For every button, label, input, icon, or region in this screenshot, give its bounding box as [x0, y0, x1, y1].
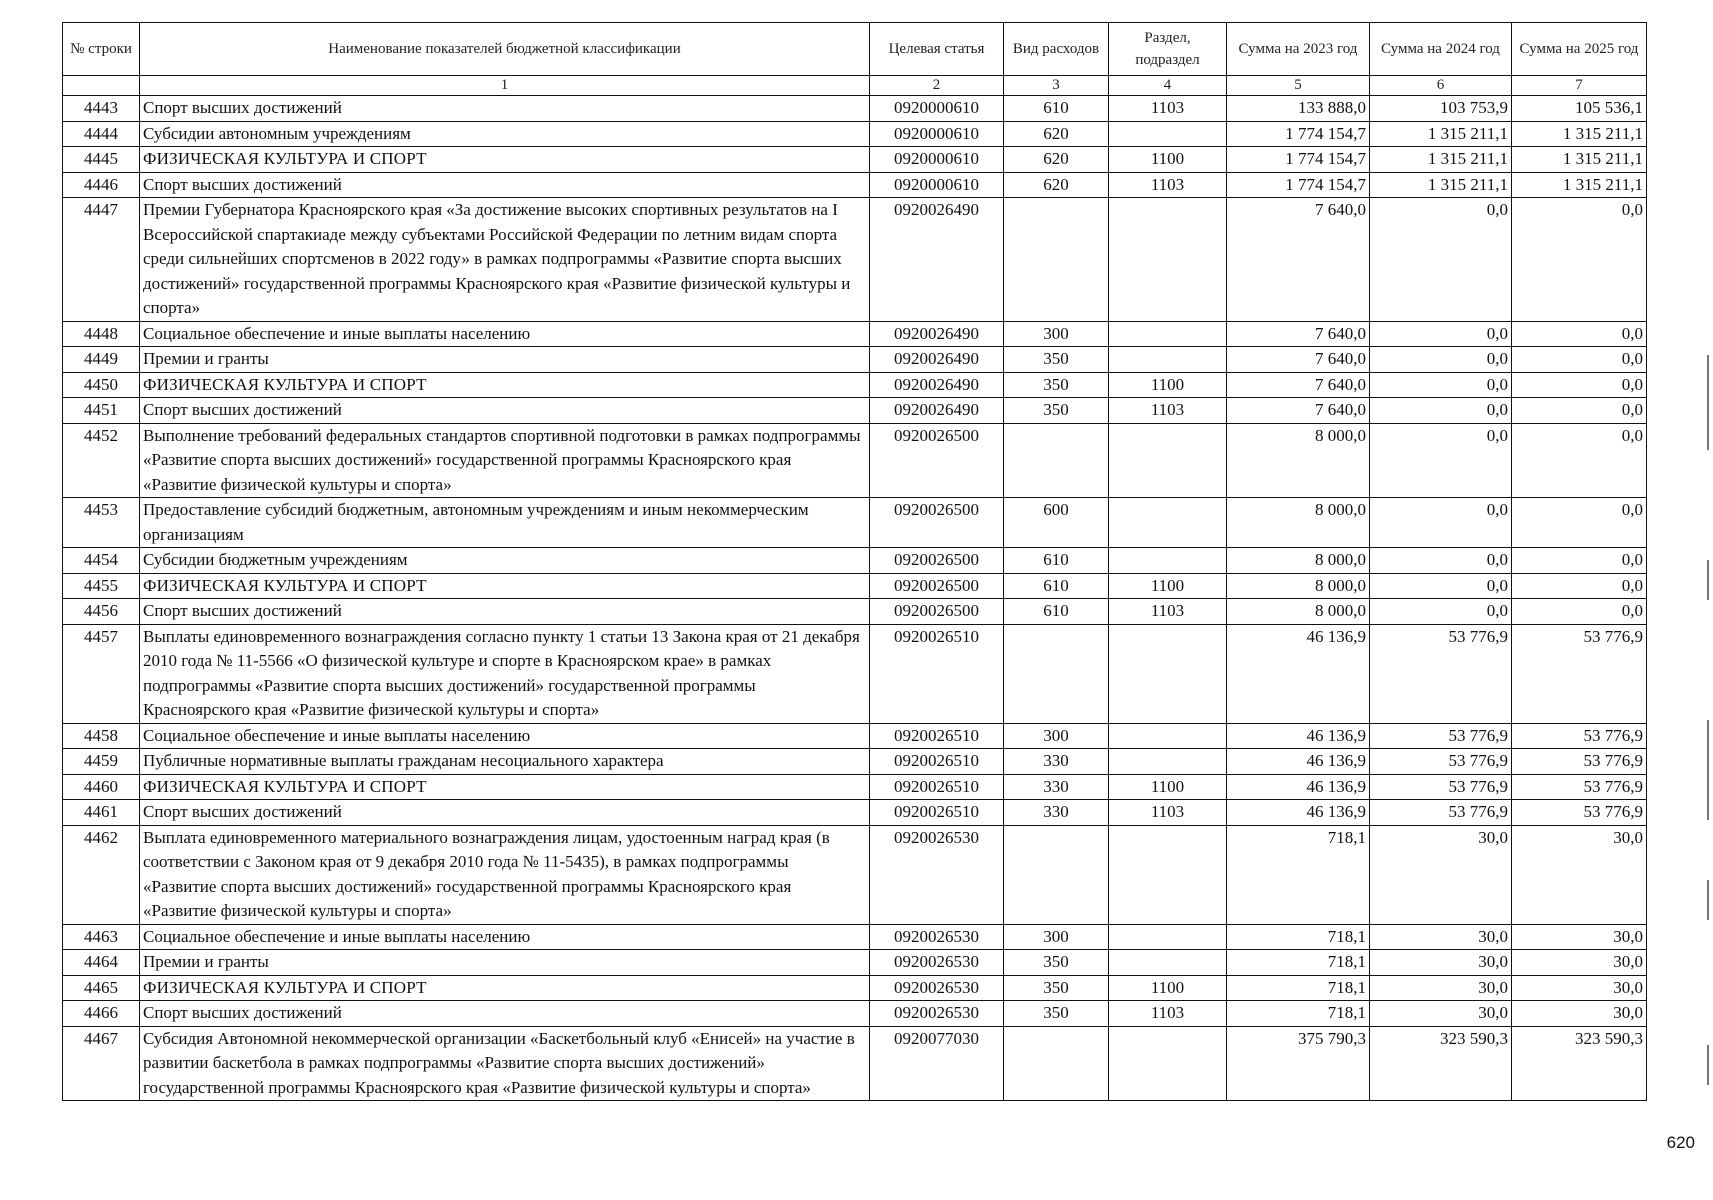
- sum-2024: 0,0: [1370, 398, 1512, 424]
- row-number: 4452: [63, 423, 140, 498]
- col-number: 7: [1512, 76, 1647, 96]
- indicator-name: Субсидия Автономной некоммерческой организации «Баскетбольный клуб «Енисей» на участие в развитии баскетбола в рамках подпрограммы «Развитие спорта высших достижений» государственной программы Красноярского края «Развитие физической культуры и спорта»: [140, 1026, 870, 1101]
- sum-2025: 105 536,1: [1512, 96, 1647, 122]
- table-row: [63, 800, 1647, 826]
- sum-2025: 0,0: [1512, 321, 1647, 347]
- indicator-name: Субсидии автономным учреждениям: [140, 121, 870, 147]
- target-article: 0920077030: [870, 1026, 1004, 1101]
- target-article: 0920000610: [870, 172, 1004, 198]
- table-row: [63, 347, 1647, 373]
- section-subsection: 1103: [1109, 599, 1227, 625]
- section-subsection: [1109, 498, 1227, 548]
- table-row: [63, 599, 1647, 625]
- table-row: [63, 372, 1647, 398]
- scan-edge-mark: [1707, 355, 1709, 450]
- target-article: 0920026510: [870, 624, 1004, 723]
- section-subsection: [1109, 950, 1227, 976]
- sum-2023: 8 000,0: [1227, 573, 1370, 599]
- section-subsection: [1109, 1026, 1227, 1101]
- sum-2024: 53 776,9: [1370, 800, 1512, 826]
- section-subsection: 1103: [1109, 398, 1227, 424]
- scan-edge-mark: [1707, 880, 1709, 920]
- target-article: 0920026490: [870, 372, 1004, 398]
- expense-type: [1004, 624, 1109, 723]
- sum-2025: 30,0: [1512, 1001, 1647, 1027]
- target-article: 0920026500: [870, 423, 1004, 498]
- sum-2023: 8 000,0: [1227, 498, 1370, 548]
- indicator-name: Премии и гранты: [140, 950, 870, 976]
- expense-type: 620: [1004, 121, 1109, 147]
- section-subsection: [1109, 825, 1227, 924]
- sum-2024: 0,0: [1370, 372, 1512, 398]
- sum-2025: 30,0: [1512, 950, 1647, 976]
- section-subsection: [1109, 723, 1227, 749]
- sum-2025: 0,0: [1512, 198, 1647, 322]
- expense-type: 300: [1004, 723, 1109, 749]
- section-subsection: [1109, 321, 1227, 347]
- expense-type: 610: [1004, 599, 1109, 625]
- header-row-no: № строки: [63, 23, 140, 76]
- target-article: 0920026510: [870, 749, 1004, 775]
- indicator-name: Публичные нормативные выплаты гражданам несоциального характера: [140, 749, 870, 775]
- table-row: [63, 423, 1647, 498]
- expense-type: 300: [1004, 321, 1109, 347]
- section-subsection: 1100: [1109, 774, 1227, 800]
- section-subsection: 1100: [1109, 147, 1227, 173]
- table-row: [63, 774, 1647, 800]
- table-row: [63, 498, 1647, 548]
- row-number: 4462: [63, 825, 140, 924]
- header-razdel: Раздел, подраздел: [1109, 23, 1227, 76]
- target-article: 0920026490: [870, 198, 1004, 322]
- target-article: 0920026530: [870, 924, 1004, 950]
- section-subsection: 1100: [1109, 372, 1227, 398]
- target-article: 0920026510: [870, 800, 1004, 826]
- section-subsection: [1109, 924, 1227, 950]
- sum-2023: 7 640,0: [1227, 347, 1370, 373]
- sum-2024: 0,0: [1370, 347, 1512, 373]
- table-body: [63, 96, 1647, 1101]
- table-row: [63, 975, 1647, 1001]
- expense-type: 620: [1004, 172, 1109, 198]
- section-subsection: 1103: [1109, 172, 1227, 198]
- sum-2025: 53 776,9: [1512, 749, 1647, 775]
- row-number: 4461: [63, 800, 140, 826]
- sum-2024: 30,0: [1370, 1001, 1512, 1027]
- target-article: 0920026530: [870, 1001, 1004, 1027]
- sum-2024: 53 776,9: [1370, 624, 1512, 723]
- scan-edge-mark: [1707, 560, 1709, 600]
- expense-type: 300: [1004, 924, 1109, 950]
- expense-type: 610: [1004, 548, 1109, 574]
- section-subsection: [1109, 423, 1227, 498]
- row-number: 4454: [63, 548, 140, 574]
- column-number-row: [63, 76, 1647, 96]
- sum-2023: 7 640,0: [1227, 321, 1370, 347]
- table-row: [63, 96, 1647, 122]
- sum-2025: 30,0: [1512, 825, 1647, 924]
- sum-2025: 0,0: [1512, 599, 1647, 625]
- col-number: [63, 76, 140, 96]
- table-row: [63, 749, 1647, 775]
- sum-2024: 30,0: [1370, 924, 1512, 950]
- sum-2023: 1 774 154,7: [1227, 121, 1370, 147]
- sum-2025: 323 590,3: [1512, 1026, 1647, 1101]
- sum-2024: 53 776,9: [1370, 774, 1512, 800]
- sum-2023: 46 136,9: [1227, 749, 1370, 775]
- section-subsection: 1100: [1109, 975, 1227, 1001]
- sum-2023: 718,1: [1227, 1001, 1370, 1027]
- expense-type: 610: [1004, 573, 1109, 599]
- sum-2025: 0,0: [1512, 347, 1647, 373]
- expense-type: 330: [1004, 800, 1109, 826]
- sum-2023: 718,1: [1227, 950, 1370, 976]
- header-sum-2025: Сумма на 2025 год: [1512, 23, 1647, 76]
- indicator-name: Субсидии бюджетным учреждениям: [140, 548, 870, 574]
- sum-2025: 53 776,9: [1512, 624, 1647, 723]
- sum-2023: 718,1: [1227, 825, 1370, 924]
- sum-2025: 53 776,9: [1512, 774, 1647, 800]
- indicator-name: ФИЗИЧЕСКАЯ КУЛЬТУРА И СПОРТ: [140, 372, 870, 398]
- expense-type: 350: [1004, 372, 1109, 398]
- sum-2024: 0,0: [1370, 548, 1512, 574]
- sum-2024: 30,0: [1370, 975, 1512, 1001]
- table-row: [63, 924, 1647, 950]
- row-number: 4467: [63, 1026, 140, 1101]
- section-subsection: [1109, 749, 1227, 775]
- row-number: 4450: [63, 372, 140, 398]
- indicator-name: Премии и гранты: [140, 347, 870, 373]
- row-number: 4456: [63, 599, 140, 625]
- indicator-name: Социальное обеспечение и иные выплаты населению: [140, 321, 870, 347]
- section-subsection: 1103: [1109, 96, 1227, 122]
- row-number: 4451: [63, 398, 140, 424]
- table-row: [63, 172, 1647, 198]
- page-number: 620: [1666, 1133, 1695, 1152]
- table-row: [63, 121, 1647, 147]
- row-number: 4458: [63, 723, 140, 749]
- indicator-name: Социальное обеспечение и иные выплаты населению: [140, 723, 870, 749]
- row-number: 4465: [63, 975, 140, 1001]
- target-article: 0920000610: [870, 147, 1004, 173]
- sum-2025: 0,0: [1512, 498, 1647, 548]
- sum-2023: 7 640,0: [1227, 372, 1370, 398]
- budget-table: [62, 22, 1647, 1101]
- sum-2023: 8 000,0: [1227, 599, 1370, 625]
- target-article: 0920026500: [870, 548, 1004, 574]
- sum-2025: 1 315 211,1: [1512, 147, 1647, 173]
- indicator-name: Спорт высших достижений: [140, 172, 870, 198]
- section-subsection: [1109, 198, 1227, 322]
- expense-type: 620: [1004, 147, 1109, 173]
- target-article: 0920026490: [870, 321, 1004, 347]
- table-row: [63, 321, 1647, 347]
- header-target: Целевая статья: [870, 23, 1004, 76]
- table-row: [63, 723, 1647, 749]
- indicator-name: Выплаты единовременного вознаграждения согласно пункту 1 статьи 13 Закона края от 21 декабря 2010 года № 11-5566 «О физической культуре и спорте в Красноярском крае» в рамках подпрограммы «Развитие спорта высших достижений» государственной программы Красноярского края «Развитие физической культуры и спорта»: [140, 624, 870, 723]
- target-article: 0920000610: [870, 121, 1004, 147]
- section-subsection: 1103: [1109, 1001, 1227, 1027]
- table-row: [63, 398, 1647, 424]
- table-row: [63, 548, 1647, 574]
- row-number: 4449: [63, 347, 140, 373]
- sum-2023: 133 888,0: [1227, 96, 1370, 122]
- sum-2025: 0,0: [1512, 573, 1647, 599]
- expense-type: [1004, 198, 1109, 322]
- indicator-name: Социальное обеспечение и иные выплаты населению: [140, 924, 870, 950]
- sum-2024: 53 776,9: [1370, 749, 1512, 775]
- indicator-name: Спорт высших достижений: [140, 1001, 870, 1027]
- row-number: 4453: [63, 498, 140, 548]
- expense-type: 350: [1004, 1001, 1109, 1027]
- indicator-name: Предоставление субсидий бюджетным, автономным учреждениям и иным некоммерческим организациям: [140, 498, 870, 548]
- col-number: 5: [1227, 76, 1370, 96]
- col-number: 1: [140, 76, 870, 96]
- sum-2024: 0,0: [1370, 573, 1512, 599]
- header-vid: Вид расходов: [1004, 23, 1109, 76]
- header-name: Наименование показателей бюджетной классификации: [140, 23, 870, 76]
- table-row: [63, 825, 1647, 924]
- sum-2023: 1 774 154,7: [1227, 172, 1370, 198]
- row-number: 4445: [63, 147, 140, 173]
- sum-2023: 718,1: [1227, 924, 1370, 950]
- table-row: [63, 198, 1647, 322]
- sum-2025: 0,0: [1512, 398, 1647, 424]
- sum-2023: 46 136,9: [1227, 774, 1370, 800]
- sum-2023: 7 640,0: [1227, 398, 1370, 424]
- table-row: [63, 1001, 1647, 1027]
- sum-2025: 30,0: [1512, 975, 1647, 1001]
- target-article: 0920026530: [870, 950, 1004, 976]
- target-article: 0920026530: [870, 975, 1004, 1001]
- sum-2023: 8 000,0: [1227, 423, 1370, 498]
- section-subsection: [1109, 121, 1227, 147]
- row-number: 4447: [63, 198, 140, 322]
- header-sum-2023: Сумма на 2023 год: [1227, 23, 1370, 76]
- col-number: 3: [1004, 76, 1109, 96]
- target-article: 0920026510: [870, 774, 1004, 800]
- expense-type: 350: [1004, 975, 1109, 1001]
- expense-type: 610: [1004, 96, 1109, 122]
- sum-2024: 0,0: [1370, 423, 1512, 498]
- row-number: 4464: [63, 950, 140, 976]
- target-article: 0920000610: [870, 96, 1004, 122]
- sum-2023: 1 774 154,7: [1227, 147, 1370, 173]
- row-number: 4444: [63, 121, 140, 147]
- sum-2024: 53 776,9: [1370, 723, 1512, 749]
- sum-2023: 718,1: [1227, 975, 1370, 1001]
- indicator-name: Спорт высших достижений: [140, 800, 870, 826]
- sum-2024: 0,0: [1370, 198, 1512, 322]
- expense-type: 350: [1004, 347, 1109, 373]
- section-subsection: 1103: [1109, 800, 1227, 826]
- sum-2024: 1 315 211,1: [1370, 147, 1512, 173]
- sum-2025: 0,0: [1512, 372, 1647, 398]
- scan-edge-mark: [1707, 720, 1709, 760]
- expense-type: 350: [1004, 398, 1109, 424]
- sum-2023: 46 136,9: [1227, 800, 1370, 826]
- sum-2025: 30,0: [1512, 924, 1647, 950]
- target-article: 0920026500: [870, 498, 1004, 548]
- sum-2024: 1 315 211,1: [1370, 172, 1512, 198]
- expense-type: 600: [1004, 498, 1109, 548]
- target-article: 0920026510: [870, 723, 1004, 749]
- table-row: [63, 573, 1647, 599]
- expense-type: 350: [1004, 950, 1109, 976]
- sum-2023: 46 136,9: [1227, 723, 1370, 749]
- sum-2025: 0,0: [1512, 423, 1647, 498]
- row-number: 4463: [63, 924, 140, 950]
- indicator-name: Выплата единовременного материального вознаграждения лицам, удостоенным наград края (в соответствии с Законом края от 9 декабря 2010 года № 11-5435), в рамках подпрограммы «Развитие спорта высших достижений» государственной программы Красноярского края «Развитие физической культуры и спорта»: [140, 825, 870, 924]
- expense-type: [1004, 825, 1109, 924]
- section-subsection: 1100: [1109, 573, 1227, 599]
- table-row: [63, 1026, 1647, 1101]
- table-row: [63, 624, 1647, 723]
- sum-2024: 0,0: [1370, 321, 1512, 347]
- sum-2024: 323 590,3: [1370, 1026, 1512, 1101]
- row-number: 4459: [63, 749, 140, 775]
- section-subsection: [1109, 347, 1227, 373]
- indicator-name: ФИЗИЧЕСКАЯ КУЛЬТУРА И СПОРТ: [140, 975, 870, 1001]
- target-article: 0920026490: [870, 398, 1004, 424]
- col-number: 4: [1109, 76, 1227, 96]
- expense-type: 330: [1004, 774, 1109, 800]
- sum-2024: 103 753,9: [1370, 96, 1512, 122]
- table-row: [63, 950, 1647, 976]
- indicator-name: ФИЗИЧЕСКАЯ КУЛЬТУРА И СПОРТ: [140, 147, 870, 173]
- budget-table-sheet: [62, 22, 1646, 1101]
- header-sum-2024: Сумма на 2024 год: [1370, 23, 1512, 76]
- row-number: 4466: [63, 1001, 140, 1027]
- sum-2025: 53 776,9: [1512, 723, 1647, 749]
- col-number: 2: [870, 76, 1004, 96]
- section-subsection: [1109, 624, 1227, 723]
- sum-2023: 375 790,3: [1227, 1026, 1370, 1101]
- sum-2024: 0,0: [1370, 498, 1512, 548]
- target-article: 0920026500: [870, 599, 1004, 625]
- target-article: 0920026500: [870, 573, 1004, 599]
- indicator-name: Спорт высших достижений: [140, 96, 870, 122]
- sum-2024: 0,0: [1370, 599, 1512, 625]
- sum-2024: 1 315 211,1: [1370, 121, 1512, 147]
- sum-2024: 30,0: [1370, 950, 1512, 976]
- sum-2025: 0,0: [1512, 548, 1647, 574]
- sum-2025: 53 776,9: [1512, 800, 1647, 826]
- indicator-name: ФИЗИЧЕСКАЯ КУЛЬТУРА И СПОРТ: [140, 774, 870, 800]
- indicator-name: Премии Губернатора Красноярского края «За достижение высоких спортивных результатов на I Всероссийской спартакиаде между субъектами Российской Федерации по летним видам спорта среди сильнейших спортсменов в 2022 году» в рамках подпрограммы «Развитие спорта высших достижений» государственной программы Красноярского края «Развитие физической культуры и спорта»: [140, 198, 870, 322]
- row-number: 4455: [63, 573, 140, 599]
- indicator-name: Спорт высших достижений: [140, 599, 870, 625]
- col-number: 6: [1370, 76, 1512, 96]
- table-header-row: [63, 23, 1647, 76]
- row-number: 4457: [63, 624, 140, 723]
- sum-2025: 1 315 211,1: [1512, 172, 1647, 198]
- scan-edge-mark: [1707, 1045, 1709, 1085]
- sum-2023: 46 136,9: [1227, 624, 1370, 723]
- expense-type: [1004, 1026, 1109, 1101]
- target-article: 0920026490: [870, 347, 1004, 373]
- expense-type: [1004, 423, 1109, 498]
- row-number: 4443: [63, 96, 140, 122]
- indicator-name: Спорт высших достижений: [140, 398, 870, 424]
- indicator-name: ФИЗИЧЕСКАЯ КУЛЬТУРА И СПОРТ: [140, 573, 870, 599]
- sum-2023: 8 000,0: [1227, 548, 1370, 574]
- scan-edge-mark: [1707, 760, 1709, 820]
- expense-type: 330: [1004, 749, 1109, 775]
- row-number: 4460: [63, 774, 140, 800]
- indicator-name: Выполнение требований федеральных стандартов спортивной подготовки в рамках подпрограммы «Развитие спорта высших достижений» государственной программы Красноярского края «Развитие физической культуры и спорта»: [140, 423, 870, 498]
- sum-2024: 30,0: [1370, 825, 1512, 924]
- sum-2023: 7 640,0: [1227, 198, 1370, 322]
- sum-2025: 1 315 211,1: [1512, 121, 1647, 147]
- table-row: [63, 147, 1647, 173]
- section-subsection: [1109, 548, 1227, 574]
- target-article: 0920026530: [870, 825, 1004, 924]
- row-number: 4448: [63, 321, 140, 347]
- row-number: 4446: [63, 172, 140, 198]
